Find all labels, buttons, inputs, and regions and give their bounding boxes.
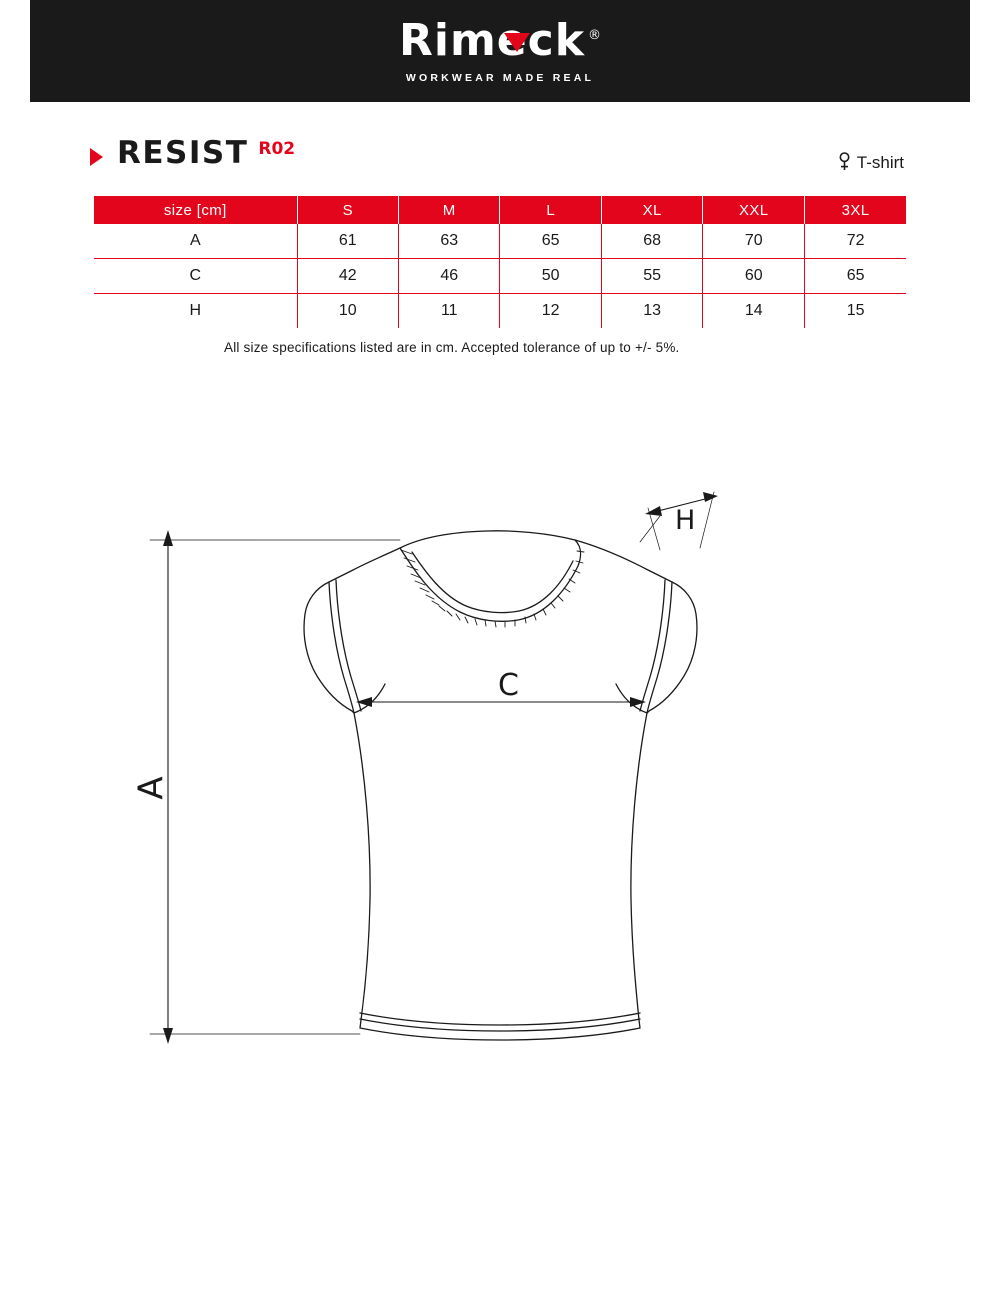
product-name: RESIST <box>117 135 249 171</box>
table-cell: 65 <box>500 224 601 259</box>
female-gender-icon <box>838 152 851 174</box>
table-cell: 11 <box>399 294 500 329</box>
table-cell: 55 <box>601 259 702 294</box>
dimension-label-a: A <box>131 776 172 800</box>
table-cell: 14 <box>703 294 805 329</box>
table-cell: 12 <box>500 294 601 329</box>
brand-tagline: WORKWEAR MADE REAL <box>405 71 595 84</box>
table-header-cell: 3XL <box>805 196 906 224</box>
table-row <box>94 224 906 259</box>
table-cell: 42 <box>297 259 398 294</box>
row-label: A <box>94 224 297 259</box>
table-cell: 50 <box>500 259 601 294</box>
table-cell: 70 <box>703 224 805 259</box>
table-cell: 60 <box>703 259 805 294</box>
table-header-cell: XL <box>601 196 702 224</box>
table-cell: 72 <box>805 224 906 259</box>
dimension-label-c: C <box>498 668 519 703</box>
logo-wordmark <box>399 14 601 66</box>
table-row <box>94 294 906 329</box>
row-label: H <box>94 294 297 329</box>
table-cell: 13 <box>601 294 702 329</box>
table-cell: 63 <box>399 224 500 259</box>
registered-mark: ® <box>588 27 601 43</box>
technical-drawing <box>0 430 1000 1110</box>
t-shirt-diagram <box>0 430 1000 1110</box>
table-header-row <box>94 196 906 224</box>
table-row <box>94 259 906 294</box>
product-code: R02 <box>258 139 296 159</box>
garment-type <box>838 152 904 174</box>
product-title <box>90 135 295 171</box>
table-cell: 10 <box>297 294 398 329</box>
size-table-note: All size specifications listed are in cm. Accepted tolerance of up to +/- 5%. <box>224 340 680 355</box>
table-cell: 65 <box>805 259 906 294</box>
logo-text: Rimeck <box>399 14 585 66</box>
header-band <box>30 0 970 102</box>
size-table <box>94 196 906 328</box>
table-header-cell: M <box>399 196 500 224</box>
row-label: C <box>94 259 297 294</box>
triangle-right-icon <box>90 148 103 166</box>
table-cell: 46 <box>399 259 500 294</box>
table-cell: 68 <box>601 224 702 259</box>
table-header-cell: size [cm] <box>94 196 297 224</box>
dimension-label-h: H <box>675 505 696 536</box>
table-header-cell: XXL <box>703 196 805 224</box>
table-header-cell: L <box>500 196 601 224</box>
brand-logo <box>30 0 970 102</box>
garment-type-label: T-shirt <box>856 153 904 172</box>
red-diamond-icon <box>504 33 530 52</box>
table-header-cell: S <box>297 196 398 224</box>
table-cell: 61 <box>297 224 398 259</box>
table-cell: 15 <box>846 302 865 319</box>
